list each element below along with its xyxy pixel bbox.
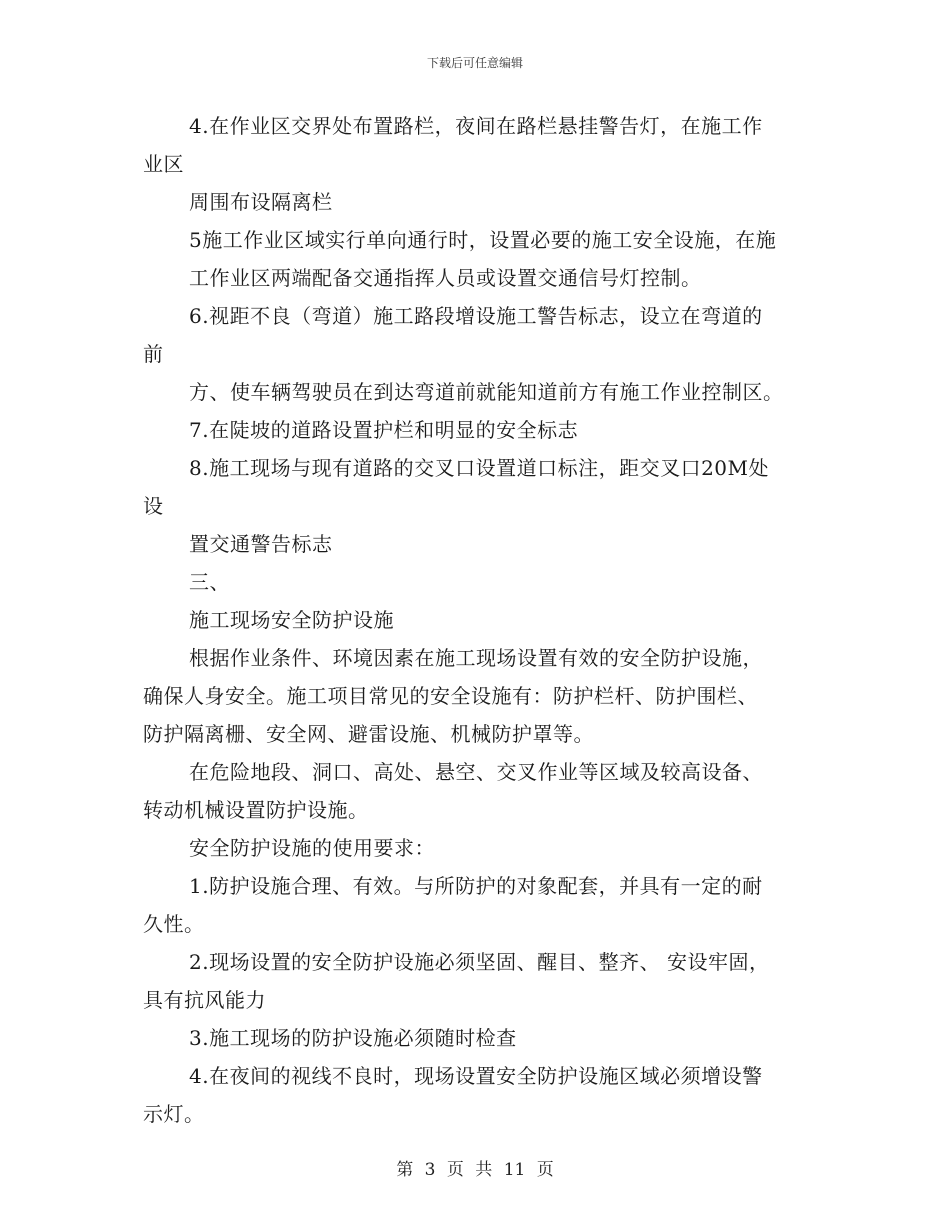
text-line: 周围布设隔离栏 [189, 190, 333, 214]
text-line: 置交通警告标志 [189, 532, 333, 556]
text-line: 3.施工现场的防护设施必须随时检查 [189, 1026, 517, 1050]
text-line: 8.施工现场与现有道路的交叉口设置道口标注，距交叉口20M处 [189, 456, 770, 480]
text-line: 安全防护设施的使用要求： [189, 836, 435, 860]
text-line: 示灯。 [143, 1102, 205, 1126]
text-line: 转动机械设置防护设施。 [143, 798, 369, 822]
page-footer: 第 3 页 共 11 页 [396, 1160, 554, 1180]
text-line: 确保人身安全。施工项目常见的安全设施有：防护栏杆、防护围栏、 [143, 684, 758, 708]
text-line: 7.在陡坡的道路设置护栏和明显的安全标志 [189, 418, 579, 442]
text-line: 根据作业条件、环境因素在施工现场设置有效的安全防护设施， [189, 646, 763, 670]
text-line: 三、 [189, 570, 230, 594]
text-line: 5施工作业区域实行单向通行时，设置必要的施工安全设施，在施 [189, 228, 777, 252]
text-line: 2.现场设置的安全防护设施必须坚固、醒目、整齐、 安设牢固， [189, 950, 770, 974]
text-line: 业区 [143, 152, 184, 176]
text-line: 久性。 [143, 912, 205, 936]
text-line: 前 [143, 342, 164, 366]
text-line: 工作业区两端配备交通指挥人员或设置交通信号灯控制。 [189, 266, 702, 290]
text-line: 6.视距不良（弯道）施工路段增设施工警告标志，设立在弯道的 [189, 304, 763, 328]
text-line: 在危险地段、洞口、高处、悬空、交叉作业等区域及较高设备、 [189, 760, 763, 784]
text-line: 防护隔离栅、安全网、避雷设施、机械防护罩等。 [143, 722, 594, 746]
page-header: 下载后可任意编辑 [426, 56, 523, 70]
text-line: 设 [143, 494, 164, 518]
text-line: 施工现场安全防护设施 [189, 608, 394, 632]
text-line: 方、使车辆驾驶员在到达弯道前就能知道前方有施工作业控制区。 [189, 380, 784, 404]
text-line: 4.在作业区交界处布置路栏，夜间在路栏悬挂警告灯，在施工作 [189, 114, 763, 138]
text-line: 具有抗风能力 [143, 988, 266, 1012]
text-line: 1.防护设施合理、有效。与所防护的对象配套，并具有一定的耐 [189, 874, 763, 898]
document-body [143, 107, 813, 1133]
text-line: 4.在夜间的视线不良时，现场设置安全防护设施区域必须增设警 [189, 1064, 763, 1088]
